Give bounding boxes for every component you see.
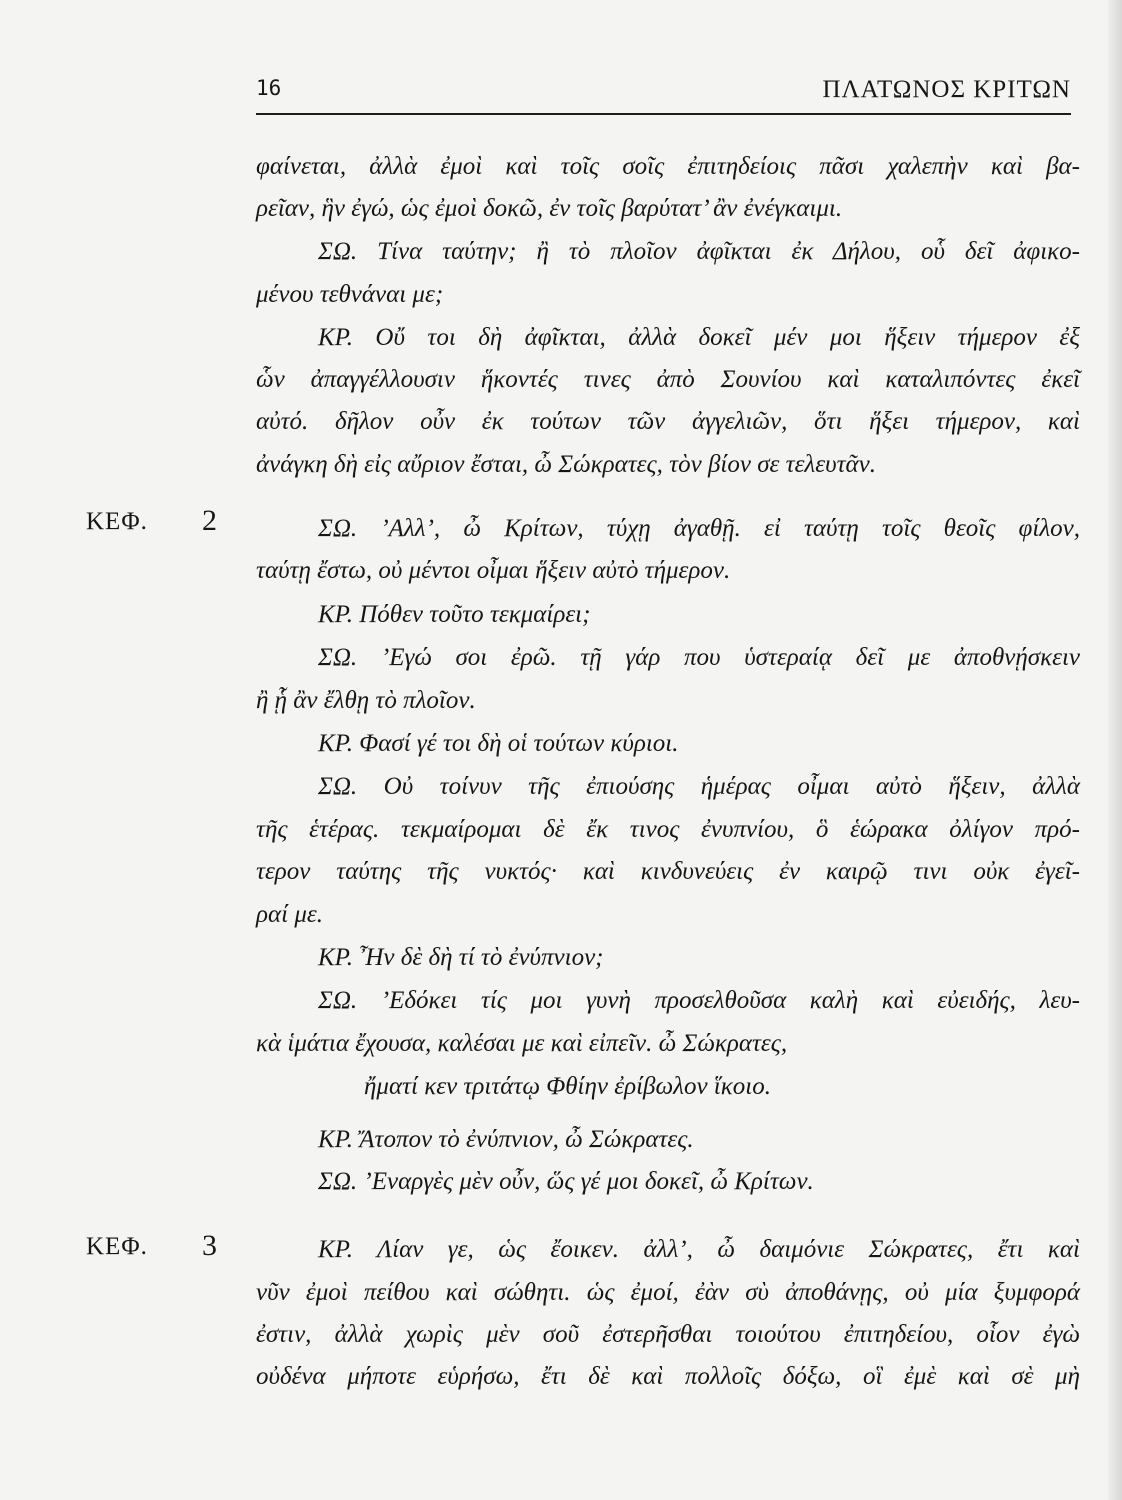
text-line: ταύτῃ ἔστω, οὐ μέντοι οἶμαι ἥξειν αὐτὸ τήμερον. (256, 557, 731, 584)
running-title: ΠΛΑΤΩΝΟΣ ΚΡΙΤΩΝ (822, 76, 1071, 103)
text-line: ὧν ἀπαγγέλλουσιν ἥκοντές τινες ἀπὸ Σουνίου καὶ καταλιπόντες ἐκεῖ (256, 366, 1080, 393)
text-line: ἢ ᾗ ἂν ἔλθῃ τὸ πλοῖον. (256, 687, 476, 714)
text-line: μένου τεθνάναι με; (256, 281, 444, 308)
text-line: ΚΡ. Οὔ τοι δὴ ἀφῖκται, ἀλλὰ δοκεῖ μέν μοι ἥξειν τήμερον ἐξ (318, 324, 1080, 351)
text-line: ραί με. (256, 901, 323, 928)
text-line: νῦν ἐμοὶ πείθου καὶ σώθητι. ὡς ἐμοί, ἐὰν σὺ ἀποθάνῃς, οὐ μία ξυμφορά (256, 1279, 1080, 1306)
text-line: ΚΡ. Ἄτοπον τὸ ἐνύπνιον, ὦ Σώκρατες. (318, 1126, 694, 1153)
verse-line: ἤματί κεν τριτάτῳ Φθίην ἐρίβωλον ἵκοιο. (364, 1073, 771, 1100)
text-line: τερον ταύτης τῆς νυκτός· καὶ κινδυνεύεις ἐν καιρῷ τινι οὐκ ἐγεῖ- (256, 858, 1080, 885)
text-line: ΚΡ. Ἦν δὲ δὴ τί τὸ ἐνύπνιον; (318, 944, 604, 971)
text-line: ΣΩ. ’Εναργὲς μὲν οὖν, ὥς γέ μοι δοκεῖ, ὦ Κρίτων. (318, 1168, 814, 1195)
text-line: τῆς ἑτέρας. τεκμαίρομαι δὲ ἔκ τινος ἐνυπνίου, ὃ ἑώρακα ὀλίγον πρό- (256, 816, 1080, 843)
text-line: φαίνεται, ἀλλὰ ἐμοὶ καὶ τοῖς σοῖς ἐπιτηδείοις πᾶσι χαλεπὴν καὶ βα- (256, 153, 1080, 180)
text-line: ΣΩ. ’Εδόκει τίς μοι γυνὴ προσελθοῦσα καλὴ καὶ εὐειδής, λευ- (318, 987, 1080, 1014)
text-line: οὐδένα μήποτε εὑρήσω, ἔτι δὲ καὶ πολλοῖς δόξω, οἳ ἐμὲ καὶ σὲ μὴ (256, 1363, 1080, 1390)
chapter-number: 2 (202, 504, 217, 537)
text-line: ΚΡ. Φασί γέ τοι δὴ οἱ τούτων κύριοι. (318, 730, 679, 757)
text-line: ΣΩ. Τίνα ταύτην; ἢ τὸ πλοῖον ἀφῖκται ἐκ Δήλου, οὗ δεῖ ἀφικο- (318, 238, 1080, 265)
margin-chapter-3 (86, 1229, 236, 1262)
page-header (256, 76, 1071, 110)
chapter-label: ΚΕΦ. (86, 508, 148, 535)
text-line: ρεῖαν, ἣν ἐγώ, ὡς ἐμοὶ δοκῶ, ἐν τοῖς βαρύτατ’ ἂν ἐνέγκαιμι. (256, 195, 843, 222)
page-edge (1108, 0, 1122, 1500)
margin-chapter-2 (86, 504, 236, 537)
text-line: ΣΩ. ’Εγώ σοι ἐρῶ. τῇ γάρ που ὑστεραίᾳ δεῖ με ἀποθνῄσκειν (318, 644, 1080, 671)
chapter-number: 3 (202, 1229, 217, 1262)
text-line: ἀνάγκη δὴ εἰς αὔριον ἔσται, ὦ Σώκρατες, τὸν βίον σε τελευτᾶν. (256, 451, 876, 478)
text-line: αὐτό. δῆλον οὖν ἐκ τούτων τῶν ἀγγελιῶν, ὅτι ἥξει τήμερον, καὶ (256, 408, 1080, 435)
text-line: ΣΩ. Οὐ τοίνυν τῆς ἐπιούσης ἡμέρας οἶμαι αὐτὸ ἥξειν, ἀλλὰ (318, 773, 1080, 800)
text-line: ΚΡ. Πόθεν τοῦτο τεκμαίρει; (318, 601, 591, 628)
page-number: 16 (256, 76, 282, 100)
chapter-label: ΚΕΦ. (86, 1233, 148, 1260)
text-line: ΣΩ. ’Αλλ’, ὦ Κρίτων, τύχῃ ἀγαθῇ. εἰ ταύτῃ τοῖς θεοῖς φίλον, (318, 515, 1080, 542)
text-line: κὰ ἱμάτια ἔχουσα, καλέσαι με καὶ εἰπεῖν. ὦ Σώκρατες, (256, 1030, 788, 1057)
text-line: ἐστιν, ἀλλὰ χωρὶς μὲν σοῦ ἐστερῆσθαι τοιούτου ἐπιτηδείου, οἷον ἐγὼ (256, 1321, 1080, 1348)
text-line: ΚΡ. Λίαν γε, ὡς ἔοικεν. ἀλλ’, ὦ δαιμόνιε Σώκρατες, ἔτι καὶ (318, 1236, 1080, 1263)
header-rule (256, 113, 1071, 115)
